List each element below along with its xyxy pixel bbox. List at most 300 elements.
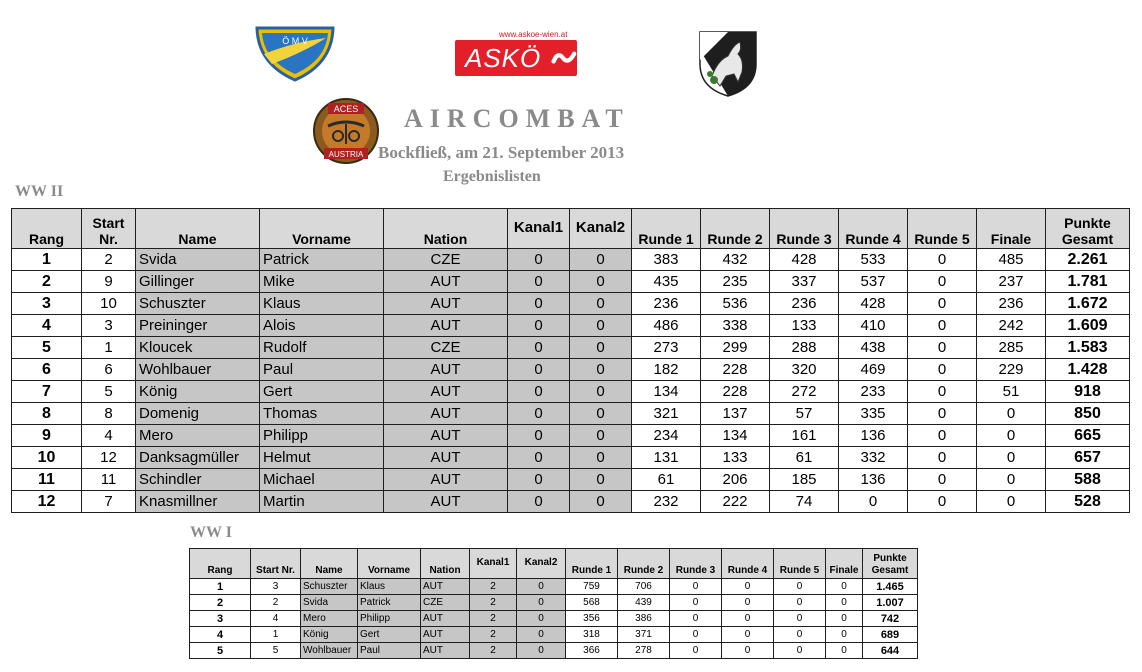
cell-runde3: 133 [770, 315, 839, 337]
cell-gesamt: 588 [1046, 469, 1130, 491]
cell-kanal2: 0 [570, 447, 632, 469]
cell-nation: AUT [384, 359, 508, 381]
omv-logo [254, 24, 336, 82]
col-header-finale: Finale [826, 549, 863, 579]
cell-nation: AUT [384, 403, 508, 425]
cell-runde2: 278 [618, 643, 670, 659]
cell-runde4: 533 [839, 249, 908, 271]
cell-runde1: 383 [632, 249, 701, 271]
cell-runde5: 0 [908, 403, 977, 425]
table-row [12, 381, 1130, 403]
cell-runde1: 131 [632, 447, 701, 469]
cell-kanal1: 0 [508, 271, 570, 293]
cell-name: Knasmillner [136, 491, 260, 513]
cell-kanal1: 0 [508, 249, 570, 271]
cell-rang: 10 [12, 447, 82, 469]
cell-runde1: 321 [632, 403, 701, 425]
cell-kanal2: 0 [570, 403, 632, 425]
col-header-runde3: Runde 3 [670, 549, 722, 579]
cell-runde5: 0 [908, 491, 977, 513]
cell-runde2: 228 [701, 381, 770, 403]
cell-finale: 0 [977, 425, 1046, 447]
cell-runde3: 0 [670, 643, 722, 659]
cell-runde4: 428 [839, 293, 908, 315]
table-row [12, 425, 1130, 447]
cell-gesamt: 1.583 [1046, 337, 1130, 359]
cell-finale: 0 [977, 447, 1046, 469]
cell-runde2: 133 [701, 447, 770, 469]
cell-runde1: 356 [566, 611, 618, 627]
cell-rang: 5 [190, 643, 251, 659]
cell-kanal1: 0 [508, 315, 570, 337]
col-header-runde1: Runde 1 [632, 209, 701, 249]
cell-start: 6 [82, 359, 136, 381]
cell-gesamt: 1.465 [863, 579, 918, 595]
cell-runde2: 338 [701, 315, 770, 337]
cell-start: 5 [82, 381, 136, 403]
cell-finale: 285 [977, 337, 1046, 359]
cell-runde4: 233 [839, 381, 908, 403]
cell-rang: 2 [12, 271, 82, 293]
ww2-header-row [12, 209, 1130, 249]
cell-finale: 0 [826, 627, 863, 643]
cell-vorname: Patrick [260, 249, 384, 271]
cell-runde2: 439 [618, 595, 670, 611]
table-row [190, 627, 918, 643]
table-row [12, 491, 1130, 513]
cell-start: 5 [251, 643, 301, 659]
cell-start: 9 [82, 271, 136, 293]
cell-runde4: 438 [839, 337, 908, 359]
cell-runde2: 206 [701, 469, 770, 491]
cell-gesamt: 918 [1046, 381, 1130, 403]
cell-rang: 3 [190, 611, 251, 627]
cell-rang: 4 [12, 315, 82, 337]
cell-kanal2: 0 [570, 249, 632, 271]
cell-runde5: 0 [774, 627, 826, 643]
cell-rang: 6 [12, 359, 82, 381]
cell-runde5: 0 [774, 611, 826, 627]
omv-logo-text: Ö M V [282, 36, 308, 46]
cell-nation: AUT [384, 425, 508, 447]
cell-nation: AUT [421, 643, 470, 659]
cell-runde1: 232 [632, 491, 701, 513]
cell-kanal1: 0 [508, 381, 570, 403]
cell-rang: 4 [190, 627, 251, 643]
cell-rang: 11 [12, 469, 82, 491]
aces-bottom-text: AUSTRIA [328, 150, 364, 159]
cell-kanal1: 2 [470, 627, 517, 643]
cell-kanal2: 0 [517, 643, 566, 659]
cell-runde4: 0 [722, 579, 774, 595]
cell-name: Schindler [136, 469, 260, 491]
cell-start: 2 [82, 249, 136, 271]
cell-name: Schuszter [301, 579, 358, 595]
cell-rang: 1 [190, 579, 251, 595]
col-header-name: Name [136, 209, 260, 249]
cell-rang: 2 [190, 595, 251, 611]
cell-runde2: 536 [701, 293, 770, 315]
cell-runde1: 568 [566, 595, 618, 611]
cell-runde1: 234 [632, 425, 701, 447]
cell-runde3: 161 [770, 425, 839, 447]
cell-finale: 236 [977, 293, 1046, 315]
col-header-finale: Finale [977, 209, 1046, 249]
cell-vorname: Helmut [260, 447, 384, 469]
aces-austria-logo [312, 96, 380, 166]
table-row [12, 403, 1130, 425]
cell-nation: AUT [384, 469, 508, 491]
cell-vorname: Mike [260, 271, 384, 293]
cell-nation: AUT [421, 579, 470, 595]
cell-runde4: 335 [839, 403, 908, 425]
col-header-start: Start Nr. [82, 209, 136, 249]
cell-vorname: Klaus [358, 579, 421, 595]
cell-name: Wohlbauer [301, 643, 358, 659]
cell-runde4: 0 [722, 627, 774, 643]
table-row [12, 271, 1130, 293]
table-row [190, 611, 918, 627]
cell-runde5: 0 [908, 359, 977, 381]
col-header-gesamt: Punkte Gesamt [863, 549, 918, 579]
cell-runde2: 386 [618, 611, 670, 627]
cell-runde5: 0 [908, 271, 977, 293]
cell-kanal2: 0 [570, 337, 632, 359]
cell-runde2: 235 [701, 271, 770, 293]
cell-runde2: 299 [701, 337, 770, 359]
table-row [12, 447, 1130, 469]
cell-gesamt: 689 [863, 627, 918, 643]
askoe-logo-text: ASKÖ [465, 42, 542, 73]
cell-nation: AUT [384, 381, 508, 403]
ww1-header-row [190, 549, 918, 579]
cell-runde5: 0 [908, 293, 977, 315]
table-row [12, 469, 1130, 491]
cell-runde5: 0 [908, 315, 977, 337]
table-row [12, 293, 1130, 315]
cell-kanal2: 0 [570, 293, 632, 315]
cell-name: Gillinger [136, 271, 260, 293]
cell-runde5: 0 [908, 337, 977, 359]
cell-kanal1: 2 [470, 595, 517, 611]
cell-kanal1: 2 [470, 579, 517, 595]
cell-runde4: 0 [839, 491, 908, 513]
cell-vorname: Michael [260, 469, 384, 491]
cell-kanal2: 0 [517, 595, 566, 611]
col-header-runde3: Runde 3 [770, 209, 839, 249]
cell-runde5: 0 [908, 425, 977, 447]
ww2-section-label: WW II [15, 183, 64, 200]
table-row [12, 337, 1130, 359]
cell-vorname: Paul [358, 643, 421, 659]
cell-kanal2: 0 [570, 381, 632, 403]
cell-gesamt: 1.609 [1046, 315, 1130, 337]
cell-start: 4 [251, 611, 301, 627]
cell-vorname: Gert [260, 381, 384, 403]
cell-gesamt: 644 [863, 643, 918, 659]
cell-start: 8 [82, 403, 136, 425]
askoe-wave-icon [551, 47, 577, 69]
cell-vorname: Martin [260, 491, 384, 513]
cell-rang: 12 [12, 491, 82, 513]
ww1-results-table [189, 548, 918, 659]
cell-runde2: 432 [701, 249, 770, 271]
cell-finale: 0 [826, 611, 863, 627]
col-header-runde4: Runde 4 [722, 549, 774, 579]
cell-runde5: 0 [774, 595, 826, 611]
cell-runde3: 185 [770, 469, 839, 491]
cell-start: 1 [251, 627, 301, 643]
cell-gesamt: 1.672 [1046, 293, 1130, 315]
cell-rang: 3 [12, 293, 82, 315]
cell-runde3: 272 [770, 381, 839, 403]
cell-runde1: 273 [632, 337, 701, 359]
cell-vorname: Thomas [260, 403, 384, 425]
col-header-runde5: Runde 5 [908, 209, 977, 249]
cell-runde4: 0 [722, 643, 774, 659]
cell-nation: CZE [384, 337, 508, 359]
cell-runde3: 337 [770, 271, 839, 293]
cell-runde5: 0 [908, 447, 977, 469]
ww2-results-table [11, 208, 1130, 513]
table-row [12, 359, 1130, 381]
cell-vorname: Patrick [358, 595, 421, 611]
cell-rang: 7 [12, 381, 82, 403]
col-header-vorname: Vorname [260, 209, 384, 249]
cell-start: 10 [82, 293, 136, 315]
cell-runde4: 136 [839, 425, 908, 447]
cell-runde5: 0 [908, 469, 977, 491]
goat-crest-logo [698, 30, 758, 98]
cell-gesamt: 657 [1046, 447, 1130, 469]
cell-runde3: 74 [770, 491, 839, 513]
cell-runde3: 320 [770, 359, 839, 381]
cell-nation: AUT [384, 315, 508, 337]
cell-finale: 0 [977, 403, 1046, 425]
cell-rang: 9 [12, 425, 82, 447]
cell-gesamt: 665 [1046, 425, 1130, 447]
col-header-vorname: Vorname [358, 549, 421, 579]
col-header-rang: Rang [190, 549, 251, 579]
cell-start: 11 [82, 469, 136, 491]
cell-runde2: 706 [618, 579, 670, 595]
cell-kanal2: 0 [517, 579, 566, 595]
cell-runde1: 318 [566, 627, 618, 643]
page-subtitle: Bockfließ, am 21. September 2013 [378, 143, 625, 162]
cell-kanal1: 0 [508, 337, 570, 359]
cell-rang: 8 [12, 403, 82, 425]
cell-runde3: 428 [770, 249, 839, 271]
col-header-kanal2: Kanal2 [517, 549, 566, 579]
cell-name: König [136, 381, 260, 403]
table-row [190, 643, 918, 659]
cell-start: 2 [251, 595, 301, 611]
cell-kanal2: 0 [517, 611, 566, 627]
col-header-runde1: Runde 1 [566, 549, 618, 579]
cell-start: 1 [82, 337, 136, 359]
col-header-runde4: Runde 4 [839, 209, 908, 249]
cell-gesamt: 528 [1046, 491, 1130, 513]
cell-start: 3 [251, 579, 301, 595]
cell-finale: 237 [977, 271, 1046, 293]
cell-finale: 485 [977, 249, 1046, 271]
col-header-kanal2: Kanal2 [570, 209, 632, 249]
cell-finale: 0 [826, 643, 863, 659]
cell-gesamt: 850 [1046, 403, 1130, 425]
cell-finale: 0 [826, 595, 863, 611]
cell-runde2: 134 [701, 425, 770, 447]
cell-vorname: Philipp [358, 611, 421, 627]
cell-runde1: 486 [632, 315, 701, 337]
cell-nation: AUT [384, 293, 508, 315]
table-row [12, 315, 1130, 337]
cell-kanal2: 0 [570, 469, 632, 491]
cell-runde1: 182 [632, 359, 701, 381]
cell-runde4: 136 [839, 469, 908, 491]
col-header-nation: Nation [421, 549, 470, 579]
cell-vorname: Rudolf [260, 337, 384, 359]
cell-finale: 0 [977, 491, 1046, 513]
cell-name: Schuszter [136, 293, 260, 315]
cell-vorname: Alois [260, 315, 384, 337]
cell-nation: CZE [384, 249, 508, 271]
cell-kanal1: 0 [508, 447, 570, 469]
cell-runde4: 410 [839, 315, 908, 337]
cell-kanal1: 2 [470, 611, 517, 627]
col-header-nation: Nation [384, 209, 508, 249]
cell-gesamt: 1.428 [1046, 359, 1130, 381]
cell-name: Preininger [136, 315, 260, 337]
askoe-url: www.askoe-wien.at [499, 30, 568, 39]
cell-kanal1: 0 [508, 403, 570, 425]
cell-vorname: Klaus [260, 293, 384, 315]
cell-name: Kloucek [136, 337, 260, 359]
cell-nation: AUT [384, 447, 508, 469]
cell-nation: CZE [421, 595, 470, 611]
col-header-start: Start Nr. [251, 549, 301, 579]
aces-top-text: ACES [333, 104, 359, 114]
cell-nation: AUT [384, 271, 508, 293]
cell-runde3: 61 [770, 447, 839, 469]
cell-finale: 51 [977, 381, 1046, 403]
cell-vorname: Philipp [260, 425, 384, 447]
cell-runde3: 0 [670, 595, 722, 611]
cell-runde1: 134 [632, 381, 701, 403]
cell-vorname: Gert [358, 627, 421, 643]
cell-start: 3 [82, 315, 136, 337]
cell-finale: 229 [977, 359, 1046, 381]
cell-kanal1: 2 [470, 643, 517, 659]
cell-name: Danksagmüller [136, 447, 260, 469]
cell-runde1: 366 [566, 643, 618, 659]
cell-runde3: 288 [770, 337, 839, 359]
cell-runde1: 435 [632, 271, 701, 293]
cell-gesamt: 1.781 [1046, 271, 1130, 293]
cell-rang: 5 [12, 337, 82, 359]
col-header-rang: Rang [12, 209, 82, 249]
cell-name: Mero [301, 611, 358, 627]
cell-kanal1: 0 [508, 469, 570, 491]
cell-runde1: 236 [632, 293, 701, 315]
col-header-runde5: Runde 5 [774, 549, 826, 579]
cell-kanal1: 0 [508, 491, 570, 513]
cell-name: Svida [301, 595, 358, 611]
cell-runde3: 236 [770, 293, 839, 315]
lists-label: Ergebnislisten [443, 168, 541, 185]
cell-name: Domenig [136, 403, 260, 425]
cell-name: Wohlbauer [136, 359, 260, 381]
cell-start: 7 [82, 491, 136, 513]
cell-runde4: 332 [839, 447, 908, 469]
cell-kanal1: 0 [508, 425, 570, 447]
cell-runde4: 537 [839, 271, 908, 293]
cell-gesamt: 1.007 [863, 595, 918, 611]
cell-kanal2: 0 [517, 627, 566, 643]
cell-runde4: 0 [722, 611, 774, 627]
cell-kanal2: 0 [570, 359, 632, 381]
cell-runde3: 0 [670, 627, 722, 643]
cell-runde5: 0 [774, 643, 826, 659]
cell-runde1: 61 [632, 469, 701, 491]
cell-runde2: 222 [701, 491, 770, 513]
cell-runde3: 0 [670, 611, 722, 627]
table-row [190, 579, 918, 595]
cell-kanal2: 0 [570, 271, 632, 293]
cell-runde4: 0 [722, 595, 774, 611]
askoe-logo [455, 30, 577, 76]
ww1-section-label: WW I [190, 524, 232, 541]
cell-kanal2: 0 [570, 315, 632, 337]
cell-runde2: 228 [701, 359, 770, 381]
cell-finale: 0 [826, 579, 863, 595]
cell-nation: AUT [421, 627, 470, 643]
col-header-kanal1: Kanal1 [470, 549, 517, 579]
col-header-name: Name [301, 549, 358, 579]
table-row [190, 595, 918, 611]
page-title: AIRCOMBAT [404, 104, 630, 133]
cell-start: 4 [82, 425, 136, 447]
table-row [12, 249, 1130, 271]
col-header-runde2: Runde 2 [701, 209, 770, 249]
cell-nation: AUT [384, 491, 508, 513]
cell-name: Svida [136, 249, 260, 271]
cell-kanal2: 0 [570, 425, 632, 447]
cell-start: 12 [82, 447, 136, 469]
cell-kanal1: 0 [508, 293, 570, 315]
cell-gesamt: 742 [863, 611, 918, 627]
col-header-gesamt: Punkte Gesamt [1046, 209, 1130, 249]
cell-gesamt: 2.261 [1046, 249, 1130, 271]
cell-runde4: 469 [839, 359, 908, 381]
cell-runde2: 137 [701, 403, 770, 425]
cell-name: Mero [136, 425, 260, 447]
cell-finale: 0 [977, 469, 1046, 491]
col-header-runde2: Runde 2 [618, 549, 670, 579]
cell-runde5: 0 [774, 579, 826, 595]
cell-kanal1: 0 [508, 359, 570, 381]
cell-vorname: Paul [260, 359, 384, 381]
cell-runde3: 57 [770, 403, 839, 425]
cell-name: König [301, 627, 358, 643]
cell-runde1: 759 [566, 579, 618, 595]
cell-nation: AUT [421, 611, 470, 627]
cell-finale: 242 [977, 315, 1046, 337]
cell-rang: 1 [12, 249, 82, 271]
cell-runde5: 0 [908, 381, 977, 403]
cell-runde5: 0 [908, 249, 977, 271]
cell-kanal2: 0 [570, 491, 632, 513]
cell-runde3: 0 [670, 579, 722, 595]
